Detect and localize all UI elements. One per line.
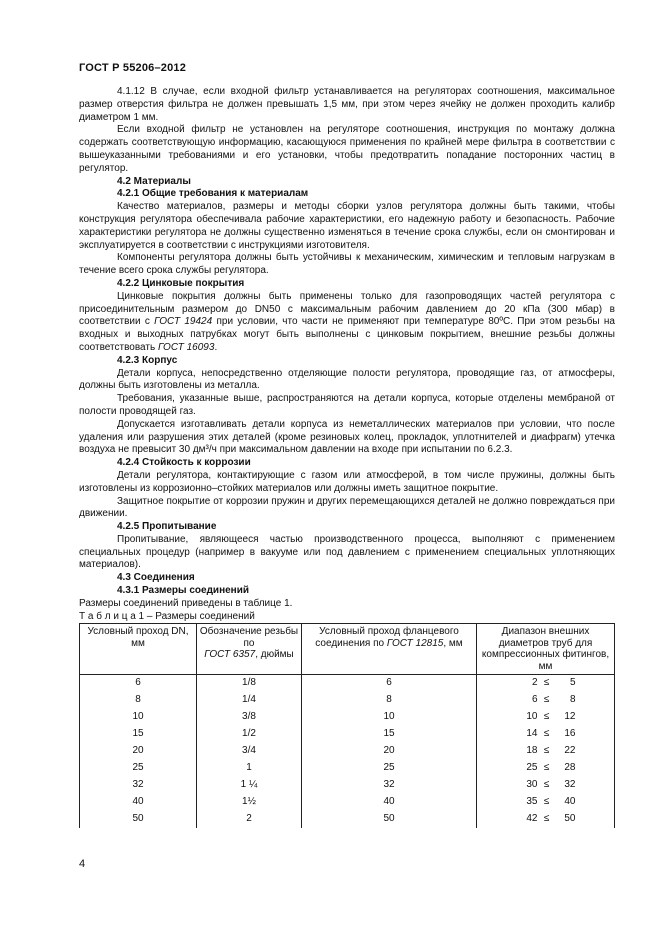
heading-4-2-1: 4.2.1 Общие требования к материалам [117,188,309,200]
paragraph-nonmetal-parts: Допускается изготавливать детали корпуса из неметаллических материалов при условии, что после удаления или разрушения этих деталей (кроме резиновых колец, прокладок, уплотнителей и диафрагм) утечка воздуха не превысит 30 дм³/ч при максимальном давлении на входе при испытании по 6.2.3. [79,418,615,456]
header-thread [197,624,302,675]
range-group [516,675,576,692]
cell-flange: 32 [302,777,477,794]
cell-pipe-range [477,709,615,726]
range-operator: ≤ [543,762,550,773]
cell-thread: 2 [197,811,302,828]
cell-dn: 25 [80,760,197,777]
range-min: 10 [526,711,538,723]
paragraph-table-reference: Размеры соединений приведены в таблице 1. [79,597,293,609]
cell-thread: 1 ¼ [197,777,302,794]
cell-pipe-range [477,794,615,811]
cell-thread: 1 [197,760,302,777]
connection-sizes-table [79,623,615,827]
range-group [516,811,576,828]
cell-pipe-range [477,726,615,743]
heading-4-3: 4.3 Соединения [117,572,195,584]
cell-pipe-range [477,811,615,828]
table-row [80,726,615,743]
zinc-text-c: . [214,341,218,353]
cell-flange: 20 [302,743,477,760]
cell-flange: 10 [302,709,477,726]
table-row [80,692,615,709]
range-max: 22 [564,745,576,757]
range-group [516,692,576,709]
header-thread-text: Обозначение резьбы по [199,626,299,649]
cell-dn: 8 [80,692,197,709]
range-max: 40 [564,795,576,807]
range-max: 8 [569,694,576,706]
zinc-text-a: Цинковые покрытия должны быть применены только для газопроводящих частей регулятора с присоединительным размером до DN50 с максимальным рабочим давлением до 20 кПа (300 мбар) в соответствии с [79,290,615,328]
cell-thread: 1/8 [197,675,302,692]
range-max: 12 [564,711,576,723]
table-header-row [80,624,615,675]
range-group [516,709,576,726]
range-min: 2 [531,677,538,689]
table-row [80,777,615,794]
range-operator: ≤ [543,795,550,807]
cell-thread: 1/2 [197,726,302,743]
paragraph-filter-instruction: Если входной фильтр не установлен на регуляторе соотношения, инструкция по монтажу должна содержать соответствующую информацию, касающуюся применения по крайней мере фильтра в соответствии с вышеуказанными требованиями и его установки, чтобы предотвратить попадание посторонних частиц в регулятор. [79,124,615,174]
heading-4-2-4: 4.2.4 Стойкость к коррозии [117,457,251,469]
range-operator: ≤ [543,677,550,689]
header-flange-unit: , мм [443,637,463,649]
header-pipe-range: Диапазон внешних диаметров труб для компрессионных фитингов, мм [477,624,615,675]
paragraph-corrosion-coating: Защитное покрытие от коррозии пружин и других перемещающихся деталей не должно повреждаться при движении. [79,495,615,520]
table-row [80,709,615,726]
range-max: 5 [569,677,576,689]
cell-pipe-range [477,743,615,760]
cell-dn: 10 [80,709,197,726]
paragraph-corrosion-materials: Детали регулятора, контактирующие с газом или атмосферой, в том числе пружины, должны быть изготовлены из коррозионно–стойких материалов или должны иметь защитное покрытие. [79,469,615,494]
document-header: ГОСТ Р 55206–2012 [79,62,187,74]
cell-thread: 1/4 [197,692,302,709]
cell-dn: 6 [80,675,197,692]
header-flange-text: Условный проход фланцевого соединения по [315,626,459,649]
table-body [80,675,615,828]
cell-pipe-range [477,692,615,709]
cell-dn: 40 [80,794,197,811]
range-min: 30 [526,778,538,790]
heading-4-2-3: 4.2.3 Корпус [117,354,178,366]
range-min: 18 [526,745,538,757]
range-group [516,743,576,760]
range-max: 28 [564,762,576,773]
range-max: 32 [564,778,576,790]
cell-pipe-range [477,675,615,692]
cell-pipe-range [477,777,615,794]
header-dn: Условный проход DN, мм [80,624,197,675]
range-group [516,794,576,811]
header-thread-unit: , дюймы [255,649,294,661]
paragraph-material-quality: Качество материалов, размеры и методы сборки узлов регулятора должны быть такими, чтобы конструкция регулятора обеспечивала рабочие характеристики, его надежную работу и безопасность. Рабочие характеристики регулятора не должны существенно изменяться в течение срока службы, если он смонтирован и эксплуатируется в соответствии с инструкциями изготовителя. [79,201,615,251]
range-max: 16 [564,728,576,740]
range-min: 14 [526,728,538,740]
cell-thread: 3/8 [197,709,302,726]
document-body [79,86,615,828]
paragraph-4-1-12: 4.1.12 В случае, если входной фильтр устанавливается на регуляторах соотношения, максимальное размер отверстия фильтра не должен превышать 1,5 мм, при этом через ячейку не должен проходить калибр диаметром 1 мм. [79,86,615,123]
range-min: 25 [526,762,538,773]
table-caption: Т а б л и ц а 1 – Размеры соединений [79,610,255,622]
ref-gost-12815: ГОСТ 12815 [386,637,444,649]
header-flange [302,624,477,675]
cell-flange: 15 [302,726,477,743]
cell-dn: 15 [80,726,197,743]
cell-dn: 20 [80,743,197,760]
range-operator: ≤ [543,728,550,740]
paragraph-membrane: Требования, указанные выше, распространяются на детали корпуса, которые отделены мембраной от полости проводящей газ. [79,393,615,417]
paragraph-component-resistance: Компоненты регулятора должны быть устойчивы к механическим, химическим и тепловым нагрузкам в течение всего срока службы регулятора. [79,252,615,277]
cell-dn: 50 [80,811,197,828]
range-group [516,726,576,743]
range-group [516,777,576,794]
table-row [80,794,615,811]
range-min: 42 [526,812,538,824]
cell-flange: 40 [302,794,477,811]
heading-4-2: 4.2 Материалы [117,175,191,187]
cell-flange: 8 [302,692,477,709]
table-row [80,760,615,777]
zinc-text-b: при условии, что части не применяют при температуре 80ºС. При этом резьбы на входных и выходных патрубках могут быть выполнены с цинковым покрытием, внешние резьбы должны соответствовать [79,316,615,353]
cell-pipe-range [477,760,615,777]
range-max: 50 [564,812,576,824]
cell-flange: 50 [302,811,477,828]
range-operator: ≤ [543,778,550,790]
cell-thread: 3/4 [197,743,302,760]
table-row [80,675,615,692]
range-operator: ≤ [543,812,550,824]
cell-dn: 32 [80,777,197,794]
table-row [80,811,615,828]
range-operator: ≤ [543,745,550,757]
heading-4-2-2: 4.2.2 Цинковые покрытия [117,277,245,289]
range-operator: ≤ [543,694,550,706]
range-operator: ≤ [543,711,550,723]
range-group [516,760,576,777]
paragraph-body-parts-metal: Детали корпуса, непосредственно отделяющие полости регулятора, проводящие газ, от атмосферы, должны быть изготовлены из металла. [79,367,615,392]
range-min: 6 [531,694,538,706]
heading-4-3-1: 4.3.1 Размеры соединений [117,585,250,597]
cell-thread: 1½ [197,794,302,811]
ref-gost-19424: ГОСТ 19424 [154,316,213,328]
cell-flange: 6 [302,675,477,692]
paragraph-zinc-coatings [79,291,615,355]
heading-4-2-5: 4.2.5 Пропитывание [117,521,217,533]
cell-flange: 25 [302,760,477,777]
range-min: 35 [526,795,538,807]
ref-gost-16093: ГОСТ 16093 [157,341,215,353]
paragraph-impregnation: Пропитывание, являющееся частью производственного процесса, выполняют с применением специальных процедур (например в вакууме или под давлением с применением специальных уплотняющих материалов). [79,533,615,571]
table-row [80,743,615,760]
page-number: 4 [79,858,86,870]
ref-gost-6357: ГОСТ 6357 [204,649,256,661]
